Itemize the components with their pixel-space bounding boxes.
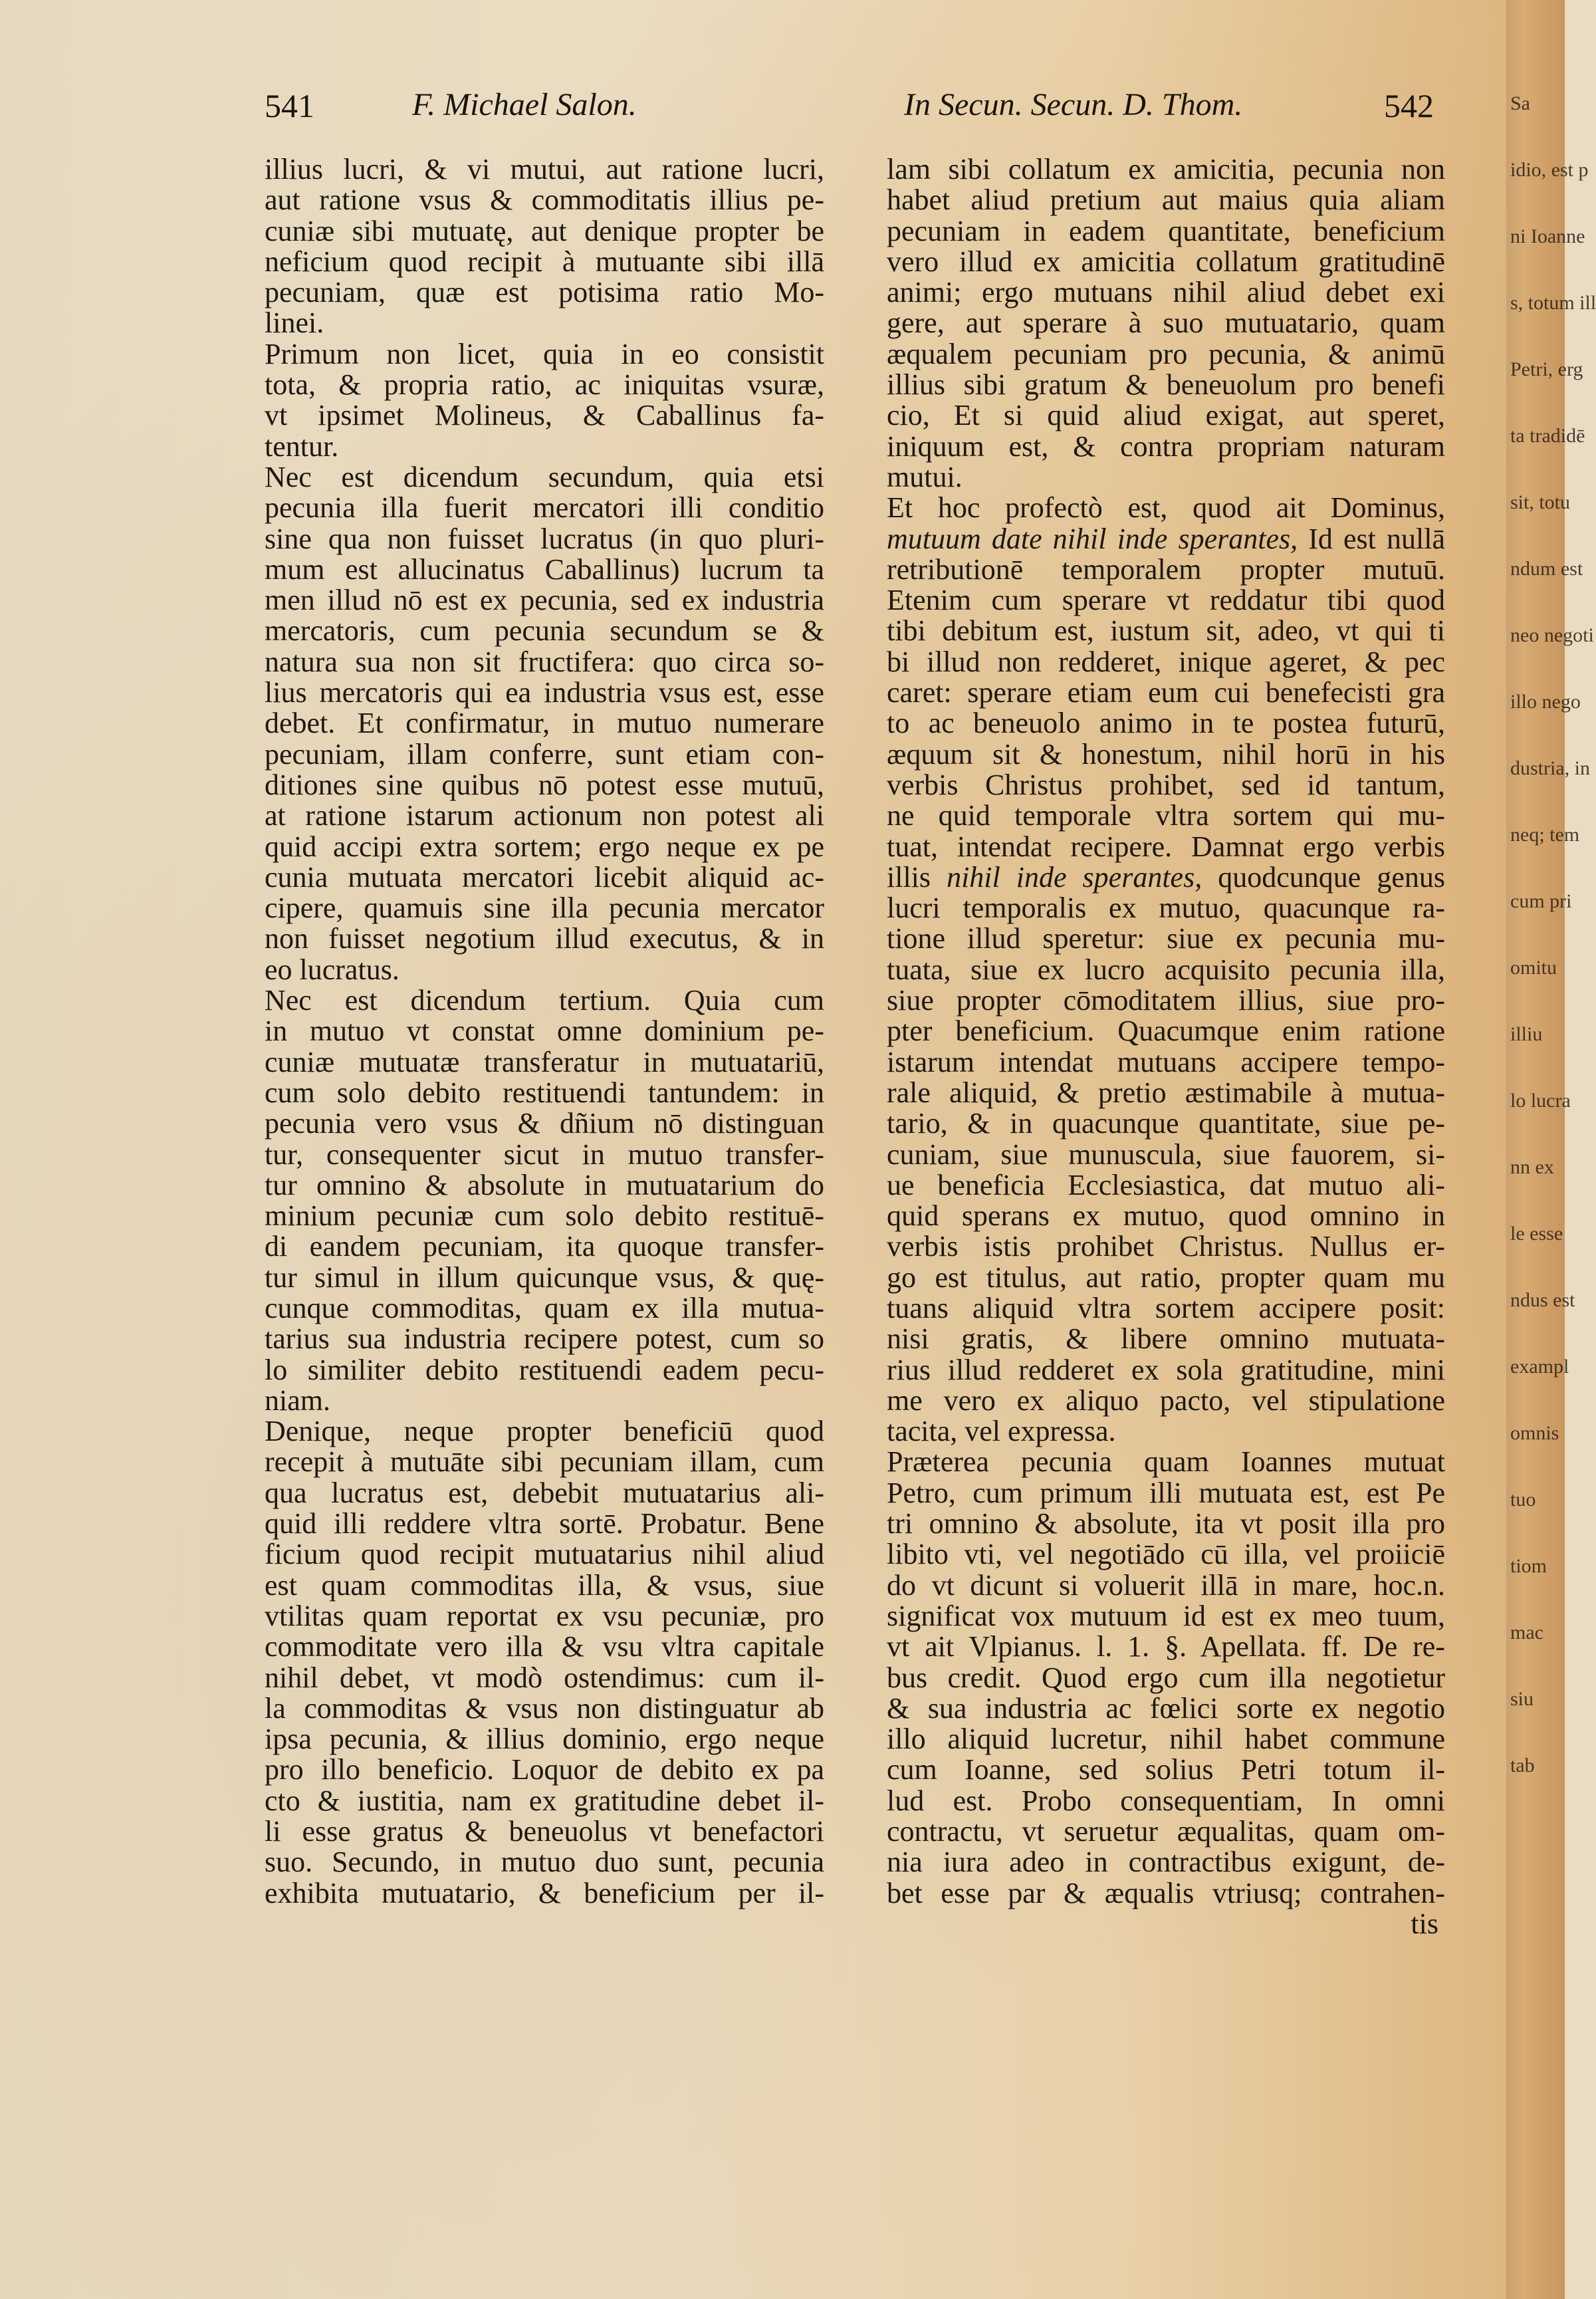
text-line: cunia mutuata mercatori licebit aliquid ac-	[265, 860, 824, 894]
text-line: to ac beneuolo animo in te postea futurū,	[887, 707, 1445, 740]
text-line: tur simul in illum quicunque vsus, & quę-	[265, 1261, 824, 1294]
text-line: cto & iustitia, nam ex gratitudine debet il-	[265, 1784, 824, 1817]
text-line: exhibita mutuatario, & beneficium per il-	[265, 1876, 824, 1909]
italic-quotation: nihil inde sperantes,	[947, 860, 1202, 894]
text-line: vero illud ex amicitia collatum gratitudinē	[887, 245, 1445, 278]
text-line: illis nihil inde sperantes, quodcunque genus	[887, 860, 1445, 894]
text-line: Et hoc profectò est, quod ait Dominus,	[887, 491, 1445, 525]
margin-fragment: idio, est p	[1510, 159, 1589, 181]
text-line: suo. Secundo, in mutuo duo sunt, pecunia	[265, 1846, 824, 1879]
text-line: istarum intendat mutuans accipere tempo-	[887, 1045, 1445, 1078]
text-line: Denique, neque propter beneficiū quod	[265, 1415, 824, 1448]
text-line: pecunia vero vsus & dñium nō distinguan	[265, 1107, 824, 1140]
text-line: bi illud non redderet, inique ageret, & pec	[887, 645, 1445, 678]
text-line: li esse gratus & beneuolus vt benefactori	[265, 1815, 824, 1848]
margin-fragment: s, totum ill	[1510, 292, 1596, 314]
text-line: tentur.	[265, 429, 339, 463]
text-line: at ratione istarum actionum non potest ali	[265, 799, 824, 832]
text-line: pecuniam in eadem quantitate, beneficium	[887, 214, 1445, 247]
text-line: quid illi reddere vltra sortē. Probatur. Bene	[265, 1507, 824, 1540]
text-line: mutui.	[887, 460, 963, 493]
adjacent-page-edge	[1506, 0, 1596, 2299]
text-line: caret: sperare etiam eum cui benefecisti gra	[887, 676, 1445, 709]
margin-fragment: cum pri	[1510, 890, 1572, 912]
text-line: Etenim cum sperare vt reddatur tibi quod	[887, 584, 1445, 617]
text-line: ue beneficia Ecclesiastica, dat mutuo ali-	[887, 1168, 1445, 1201]
margin-fragment: siu	[1510, 1688, 1534, 1710]
text-line: tarius sua industria recipere potest, cum so	[265, 1322, 824, 1356]
text-line: tur omnino & absolute in mutuatarium do	[265, 1168, 824, 1201]
text-line: sine qua non fuisset lucratus (in quo pluri-	[265, 522, 824, 555]
right-page-number	[1384, 86, 1434, 133]
text-line: gere, aut sperare à suo mutuatario, quam	[887, 306, 1445, 340]
text-line: cuniam, siue munuscula, siue fauorem, si-	[887, 1138, 1445, 1171]
text-line: ditiones sine quibus nō potest esse mutuū,	[265, 768, 824, 801]
margin-fragment: illiu	[1510, 1023, 1543, 1045]
text-line: nisi gratis, & libere omnino mutuata-	[887, 1322, 1445, 1356]
text-line: ne quid temporale vltra sortem qui mu-	[887, 799, 1445, 832]
text-line: cuniæ mutuatæ transferatur in mutuatariū,	[265, 1045, 824, 1078]
text-line: illius lucri, & vi mutui, aut ratione lucri,	[265, 153, 824, 185]
margin-fragment: Petri, erg	[1510, 358, 1583, 380]
text-line: bet esse par & æqualis vtriusq; contrahen-	[887, 1876, 1445, 1909]
text-line: lo similiter debito restituendi eadem pecu-	[265, 1353, 824, 1386]
text-line: in mutuo vt constat omne dominium pe-	[265, 1015, 824, 1048]
text-line: Præterea pecunia quam Ioannes mutuat	[887, 1445, 1445, 1479]
text-line: tibi debitum est, iustum sit, adeo, vt qui ti	[887, 614, 1445, 648]
margin-fragment: omitu	[1510, 957, 1557, 979]
text-line: ipsa pecunia, & illius dominio, ergo neque	[265, 1723, 824, 1756]
text-line: cum solo debito restituendi tantundem: in	[265, 1076, 824, 1109]
margin-fragment: ta tradidē	[1510, 425, 1585, 447]
text-line: niam.	[265, 1384, 330, 1417]
text-line: verbis Christus prohibet, sed id tantum,	[887, 768, 1445, 801]
text-line: quid accipi extra sortem; ergo neque ex pe	[265, 830, 824, 863]
text-line: lam sibi collatum ex amicitia, pecunia non	[887, 153, 1445, 185]
text-line: cuniæ sibi mutuatę, aut denique propter be	[265, 214, 824, 247]
text-line: tri omnino & absolute, ita vt posit illa pro	[887, 1507, 1445, 1540]
text-line: verbis istis prohibet Christus. Nullus er-	[887, 1230, 1445, 1263]
text-line: rius illud redderet ex sola gratitudine, mini	[887, 1353, 1445, 1386]
margin-fragment: le esse	[1510, 1223, 1563, 1245]
text-line: animi; ergo mutuans nihil aliud debet exi	[887, 276, 1445, 309]
italic-quotation: mutuum date nihil inde sperantes,	[887, 522, 1298, 555]
text-line: tota, & propria ratio, ac iniquitas vsuræ,	[265, 368, 824, 402]
text-line: mum est allucinatus Caballinus) lucrum ta	[265, 552, 824, 586]
text-line: bus credit. Quod ergo cum illa negotietur	[887, 1661, 1445, 1694]
text-line: æqualem pecuniam pro pecunia, & animū	[887, 337, 1445, 370]
margin-fragment: ndum est	[1510, 558, 1583, 580]
text-line: debet. Et confirmatur, in mutuo numerare	[265, 707, 824, 740]
text-line: ficium quod recipit mutuatarius nihil aliud	[265, 1538, 824, 1571]
text-line: cum Ioanne, sed solius Petri totum il-	[887, 1753, 1445, 1786]
text-line: lius mercatoris qui ea industria vsus est, esse	[265, 676, 824, 709]
catchword: tis	[1411, 1907, 1438, 1940]
text-line: pecuniam, illam conferre, sunt etiam con-	[265, 737, 824, 771]
margin-fragment: omnis	[1510, 1422, 1559, 1444]
text-line: rale aliquid, & pretio æstimabile à mutua-	[887, 1076, 1445, 1109]
text-line: illius sibi gratum & beneuolum pro benefi	[887, 368, 1445, 402]
text-line: qua lucratus est, debebit mutuatarius ali-	[265, 1476, 824, 1509]
margin-fragment: exampl	[1510, 1356, 1569, 1378]
right-text-column	[887, 154, 1445, 1939]
text-line: nia iura adeo in contractibus exigunt, de-	[887, 1846, 1445, 1879]
text-line: cio, Et si quid aliud exigat, aut speret,	[887, 399, 1445, 432]
margin-fragment: Sa	[1510, 92, 1530, 114]
margin-fragment: ni Ioanne	[1510, 225, 1585, 247]
margin-fragment: neo negoti	[1510, 624, 1594, 646]
text-line: & sua industria ac fœlici sorte ex negotio	[887, 1691, 1445, 1725]
margin-fragment: neq; tem	[1510, 824, 1580, 846]
text-line: tuata, siue ex lucro acquisito pecunia illa,	[887, 953, 1445, 986]
text-line: tario, & in quacunque quantitate, siue pe-	[887, 1107, 1445, 1140]
left-running-title: F. Michael Salon.	[412, 87, 637, 122]
margin-fragment: nn ex	[1510, 1156, 1554, 1178]
text-line: commoditate vero illa & vsu vltra capitale	[265, 1630, 824, 1663]
text-line: mercatoris, cum pecunia secundum se &	[265, 614, 824, 648]
margin-fragment: lo lucra	[1510, 1090, 1571, 1112]
text-line: do vt dicunt si voluerit illā in mare, hoc.n.	[887, 1568, 1445, 1602]
left-text-column	[265, 154, 824, 1909]
text-line: vtilitas quam reportat ex vsu pecuniæ, pro	[265, 1599, 824, 1632]
text-line: lucri temporalis ex mutuo, quacunque ra-	[887, 892, 1445, 925]
text-line: linei.	[265, 306, 324, 340]
text-line: eo lucratus.	[265, 953, 399, 986]
text-line: vt ait Vlpianus. l. 1. §. Apellata. ff. De re-	[887, 1630, 1445, 1663]
text-line: æquum sit & honestum, nihil horū in his	[887, 737, 1445, 771]
text-line: habet aliud pretium aut maius quia aliam	[887, 183, 1445, 217]
text-line: natura sua non sit fructifera: quo circa so-	[265, 645, 824, 678]
text-line: libito vti, vel negotiādo cū illa, vel proiiciē	[887, 1538, 1445, 1571]
text-line: Nec est dicendum secundum, quia etsi	[265, 460, 824, 493]
margin-fragment: ndus est	[1510, 1289, 1575, 1311]
page-number-541: 541	[265, 87, 314, 124]
margin-fragment: tab	[1510, 1754, 1535, 1776]
text-line: Nec est dicendum tertium. Quia cum	[265, 984, 824, 1017]
margin-fragment: illo nego	[1510, 691, 1581, 713]
text-line: contractu, vt seruetur æqualitas, quam om-	[887, 1815, 1445, 1848]
text-line: vt ipsimet Molineus, & Caballinus fa-	[265, 399, 824, 432]
text-line: pecunia illa fuerit mercatori illi conditio	[265, 491, 824, 525]
text-line: tuans aliquid vltra sortem accipere posit:	[887, 1291, 1445, 1324]
text-line: est quam commoditas illa, & vsus, siue	[265, 1568, 824, 1602]
text-line: recepit à mutuāte sibi pecuniam illam, cum	[265, 1445, 824, 1479]
margin-fragment: tiom	[1510, 1555, 1547, 1577]
text-line: nihil debet, vt modò ostendimus: cum il-	[265, 1661, 824, 1694]
text-line: men illud nō est ex pecunia, sed ex industria	[265, 584, 824, 617]
text-line: siue propter cōmoditatem illius, siue pro-	[887, 984, 1445, 1017]
right-running-title: In Secun. Secun. D. Thom.	[904, 87, 1243, 122]
text-line: Primum non licet, quia in eo consistit	[265, 337, 824, 370]
text-line: di eandem pecuniam, ita quoque transfer-	[265, 1230, 824, 1263]
text-line: tione illud speretur: siue ex pecunia mu-	[887, 922, 1445, 955]
text-line: pter beneficium. Quacumque enim ratione	[887, 1015, 1445, 1048]
margin-fragment: mac	[1510, 1622, 1543, 1643]
text-line: iniquum est, & contra propriam naturam	[887, 429, 1445, 463]
text-line: me vero ex aliquo pacto, vel stipulatione	[887, 1384, 1445, 1417]
text-line: tuat, intendat recipere. Damnat ergo verbis	[887, 830, 1445, 863]
left-page-number	[265, 86, 314, 133]
text-line: Petro, cum primum illi mutuata est, est Pe	[887, 1476, 1445, 1509]
text-line: aut ratione vsus & commoditatis illius pe-	[265, 183, 824, 217]
page-number-542: 542	[1384, 87, 1434, 124]
text-line: go est titulus, aut ratio, propter quam mu	[887, 1261, 1445, 1294]
margin-fragment: tuo	[1510, 1489, 1536, 1511]
text-line: cunque commoditas, quam ex illa mutua-	[265, 1291, 824, 1324]
text-line: illo aliquid lucretur, nihil habet commune	[887, 1723, 1445, 1756]
text-line: pecuniam, quæ est potisima ratio Mo-	[265, 276, 824, 309]
margin-fragment: sit, totu	[1510, 491, 1571, 513]
text-line: quid sperans ex mutuo, quod omnino in	[887, 1199, 1445, 1233]
text-line: non fuisset negotium illud executus, & in	[265, 922, 824, 955]
margin-fragment: dustria, in	[1510, 757, 1590, 779]
text-line: neficium quod recipit à mutuante sibi illā	[265, 245, 824, 278]
text-line: la commoditas & vsus non distinguatur ab	[265, 1691, 824, 1725]
text-line: significat vox mutuum id est ex meo tuum,	[887, 1599, 1445, 1632]
text-line: retributionē temporalem propter mutuū.	[887, 552, 1445, 586]
text-line: pro illo beneficio. Loquor de debito ex pa	[265, 1753, 824, 1786]
text-line: tacita, vel expressa.	[887, 1415, 1116, 1448]
text-line: cipere, quamuis sine illa pecunia mercator	[265, 892, 824, 925]
text-line: lud est. Probo consequentiam, In omni	[887, 1784, 1445, 1817]
text-line: minium pecuniæ cum solo debito restituē-	[265, 1199, 824, 1233]
text-line: mutuum date nihil inde sperantes, Id est nullā	[887, 522, 1445, 555]
text-line: tur, consequenter sicut in mutuo transfer-	[265, 1138, 824, 1171]
